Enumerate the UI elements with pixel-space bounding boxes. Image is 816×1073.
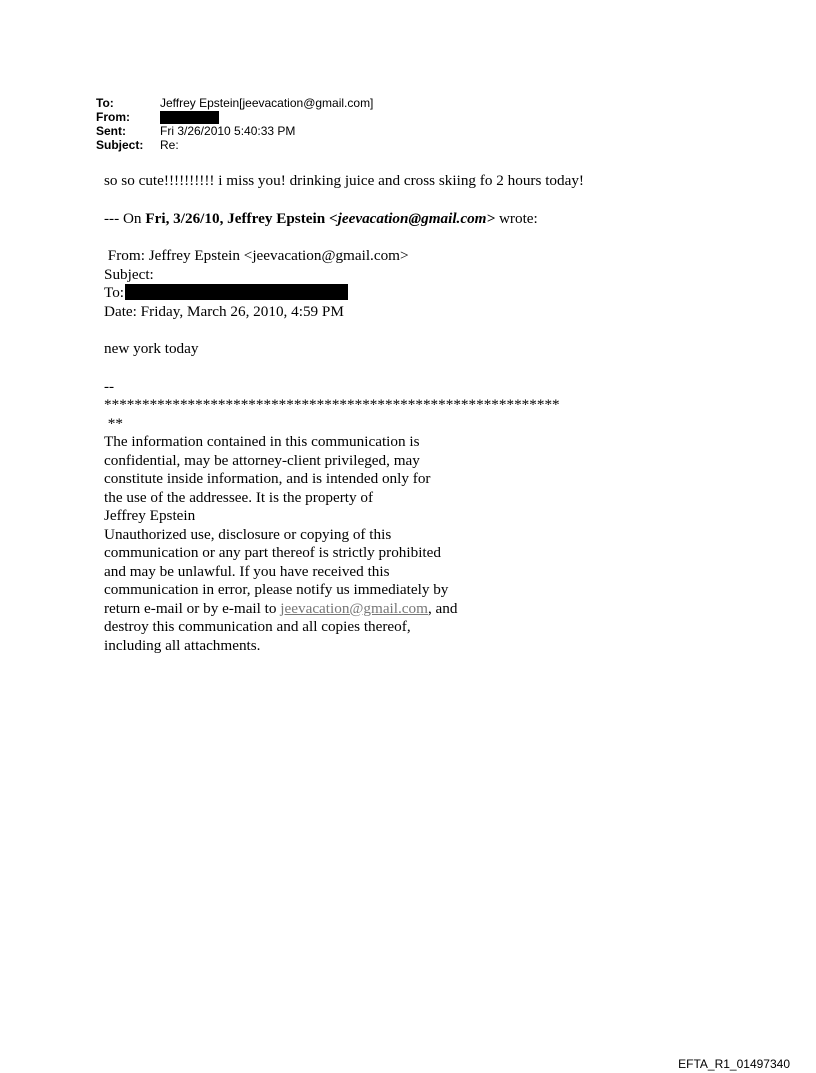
- return-suffix: , and: [427, 599, 458, 617]
- quote-email: <jeevacation@gmail.com>: [328, 209, 496, 227]
- orig-subject: Subject:: [104, 265, 154, 283]
- signature-stars-2: **: [104, 414, 123, 432]
- disclaimer-line: including all attachments.: [104, 636, 261, 654]
- orig-from: From: Jeffrey Epstein <jeevacation@gmail.com>: [104, 247, 409, 264]
- quote-suffix: wrote:: [495, 209, 538, 227]
- from-redaction-bar: [160, 111, 219, 124]
- header-sent-row: [96, 124, 373, 138]
- email-header: [96, 96, 373, 152]
- sent-label: Sent:: [96, 124, 126, 138]
- disclaimer-line-return: [104, 600, 784, 619]
- disclaimer-line: confidential, may be attorney-client privileged, may: [104, 451, 420, 469]
- reply-text: so so cute!!!!!!!!!! i miss you! drinking juice and cross skiing fo 2 hours today!: [104, 172, 584, 189]
- disclaimer-line: the use of the addressee. It is the property of: [104, 488, 374, 506]
- to-redaction-bar: [125, 284, 348, 300]
- return-prefix: return e-mail or by e-mail to: [104, 599, 281, 617]
- email-body: [104, 172, 784, 655]
- header-to-row: [96, 96, 373, 110]
- header-subject-row: [96, 138, 373, 152]
- quote-date: Fri, 3/26/10, Jeffrey Epstein: [145, 209, 329, 227]
- disclaimer-line: communication in error, please notify us immediately by: [104, 581, 449, 598]
- orig-to-label: To:: [104, 284, 125, 301]
- orig-body: new york today: [104, 340, 199, 357]
- signature-dashes: --: [104, 377, 115, 395]
- subject-label: Subject:: [96, 138, 144, 152]
- disclaimer-line: communication or any part thereof is strictly prohibited: [104, 544, 441, 561]
- disclaimer-line: The information contained in this communication is: [104, 433, 420, 450]
- disclaimer-line: destroy this communication and all copies thereof,: [104, 618, 411, 635]
- orig-to: [104, 284, 784, 303]
- signature-stars: ************************************************************: [104, 396, 560, 413]
- orig-date: Date: Friday, March 26, 2010, 4:59 PM: [104, 302, 344, 320]
- disclaimer-line: Jeffrey Epstein: [104, 507, 196, 524]
- document-id: EFTA_R1_01497340: [678, 1057, 790, 1071]
- quote-prefix: --- On: [104, 209, 146, 227]
- disclaimer: [104, 433, 784, 655]
- from-label: From:: [96, 110, 130, 124]
- header-from-row: [96, 110, 373, 124]
- disclaimer-line: and may be unlawful. If you have received this: [104, 562, 390, 580]
- sent-value: Fri 3/26/2010 5:40:33 PM: [160, 124, 296, 138]
- disclaimer-line: constitute inside information, and is intended only for: [104, 470, 431, 487]
- subject-value: Re:: [160, 138, 179, 152]
- disclaimer-line: Unauthorized use, disclosure or copying of this: [104, 525, 392, 543]
- email-link[interactable]: jeevacation@gmail.com: [280, 599, 428, 617]
- quote-attribution: [104, 210, 784, 229]
- to-value: Jeffrey Epstein[jeevacation@gmail.com]: [160, 96, 374, 110]
- to-label: To:: [96, 96, 114, 110]
